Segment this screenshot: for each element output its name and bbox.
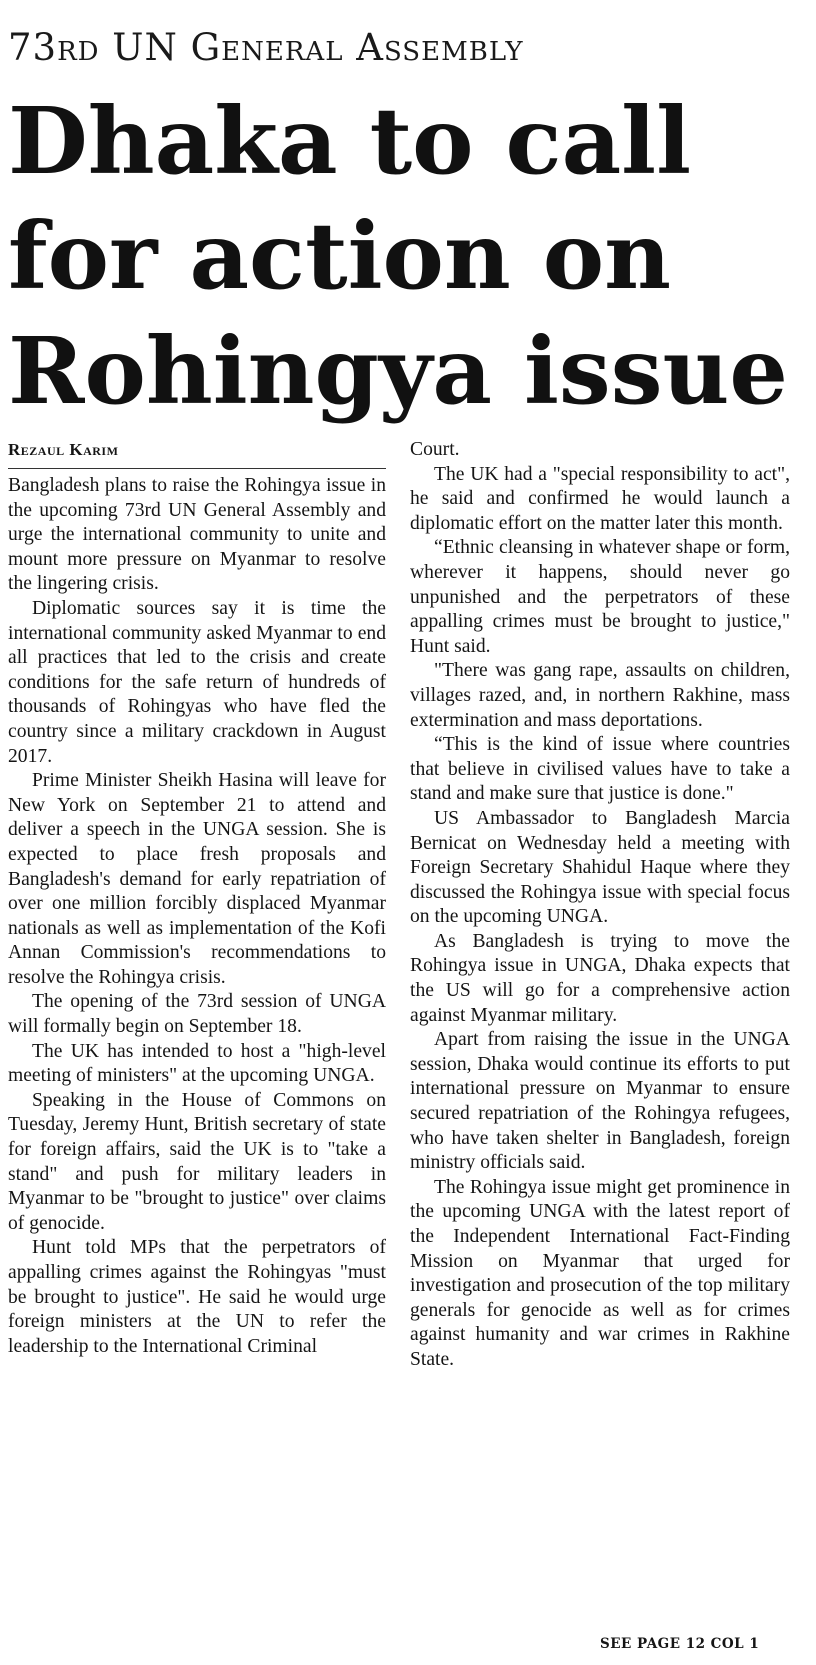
headline-line: Dhaka to call xyxy=(8,87,692,195)
continued-jump-line[interactable]: SEE PAGE 12 COL 1 xyxy=(600,1636,760,1652)
paragraph: Apart from raising the issue in the UNGA session, Dhaka would continue its efforts to put international pressure on Myanmar to ensure secured repatriation of the Rohingya refugees, who have taken shelter in Bangladesh, foreign ministry officials said. xyxy=(410,1029,790,1174)
paragraph: The UK had a "special responsibility to act", he said and confirmed he would launch a diplomatic effort on the matter later this month. xyxy=(410,463,790,534)
headline-line: for action on xyxy=(8,202,672,310)
paragraph: Prime Minister Sheikh Hasina will leave for New York on September 21 to attend and deliver a speech in the UNGA session. She is expected to place fresh proposals and Bangladesh's demand for early repatriation of over one million forcibly displaced Myanmar nationals as well as implementation of the Kofi Annan Commission's recommendations to resolve the Rohingya crisis. xyxy=(8,770,386,988)
article-column-1 xyxy=(8,474,386,1660)
paragraph: As Bangladesh is trying to move the Rohingya issue in UNGA, Dhaka expects that the US will go for a comprehensive action against Myanmar military. xyxy=(410,930,790,1026)
paragraph: The UK has intended to host a "high-level meeting of ministers" at the upcoming UNGA. xyxy=(8,1040,386,1087)
paragraph: “This is the kind of issue where countries that believe in civilised values have to take a stand and make sure that justice is done." xyxy=(410,734,790,805)
paragraph: US Ambassador to Bangladesh Marcia Bernicat on Wednesday held a meeting with Foreign Secretary Shahidul Haque where they discussed the Rohingya issue with special focus on the upcoming UNGA. xyxy=(410,807,790,928)
headline-line: Rohingya issue xyxy=(8,317,788,425)
byline: Rezaul Karim xyxy=(8,440,119,459)
section-kicker: 73rd UN General Assembly xyxy=(8,26,524,69)
paragraph: The Rohingya issue might get prominence in the upcoming UNGA with the latest report of the Independent International Fact-Finding Mission on Myanmar that urged for investigation and prosecution of the top military generals for genocide as well as for crimes against humanity and war crimes in Rakhine State. xyxy=(410,1176,790,1370)
paragraph: The opening of the 73rd session of UNGA will formally begin on September 18. xyxy=(8,991,386,1038)
paragraph: Speaking in the House of Commons on Tuesday, Jeremy Hunt, British secretary of state for foreign affairs, said the UK is to "take a stand" and push for military leaders in Myanmar to be "brought to justice" over claims of genocide. xyxy=(8,1089,386,1234)
paragraph: Court. xyxy=(410,439,460,460)
paragraph: Hunt told MPs that the perpetrators of appalling crimes against the Rohingyas "must be brought to justice". He said he would urge foreign ministers at the UN to refer the leadership to the International Criminal xyxy=(8,1237,386,1357)
paragraph: Bangladesh plans to raise the Rohingya issue in the upcoming 73rd UN General Assembly and urge the international community to unite and mount more pressure on Myanmar to resolve the lingering crisis. xyxy=(8,475,386,595)
article-column-2 xyxy=(410,438,790,1633)
paragraph: Diplomatic sources say it is time the international community asked Myanmar to end all practices that led to the crisis and create conditions for the safe return of hundreds of thousands of Rohingyas who have fled the country since a military crackdown in August 2017. xyxy=(8,597,386,767)
paragraph: "There was gang rape, assaults on children, villages razed, and, in northern Rakhine, mass extermination and mass deportations. xyxy=(410,660,790,731)
byline-divider xyxy=(8,468,386,469)
paragraph: “Ethnic cleansing in whatever shape or form, wherever it happens, should never go unpunished and the perpetrators of these appalling crimes must be brought to justice," Hunt said. xyxy=(410,537,790,657)
headline xyxy=(8,84,808,429)
